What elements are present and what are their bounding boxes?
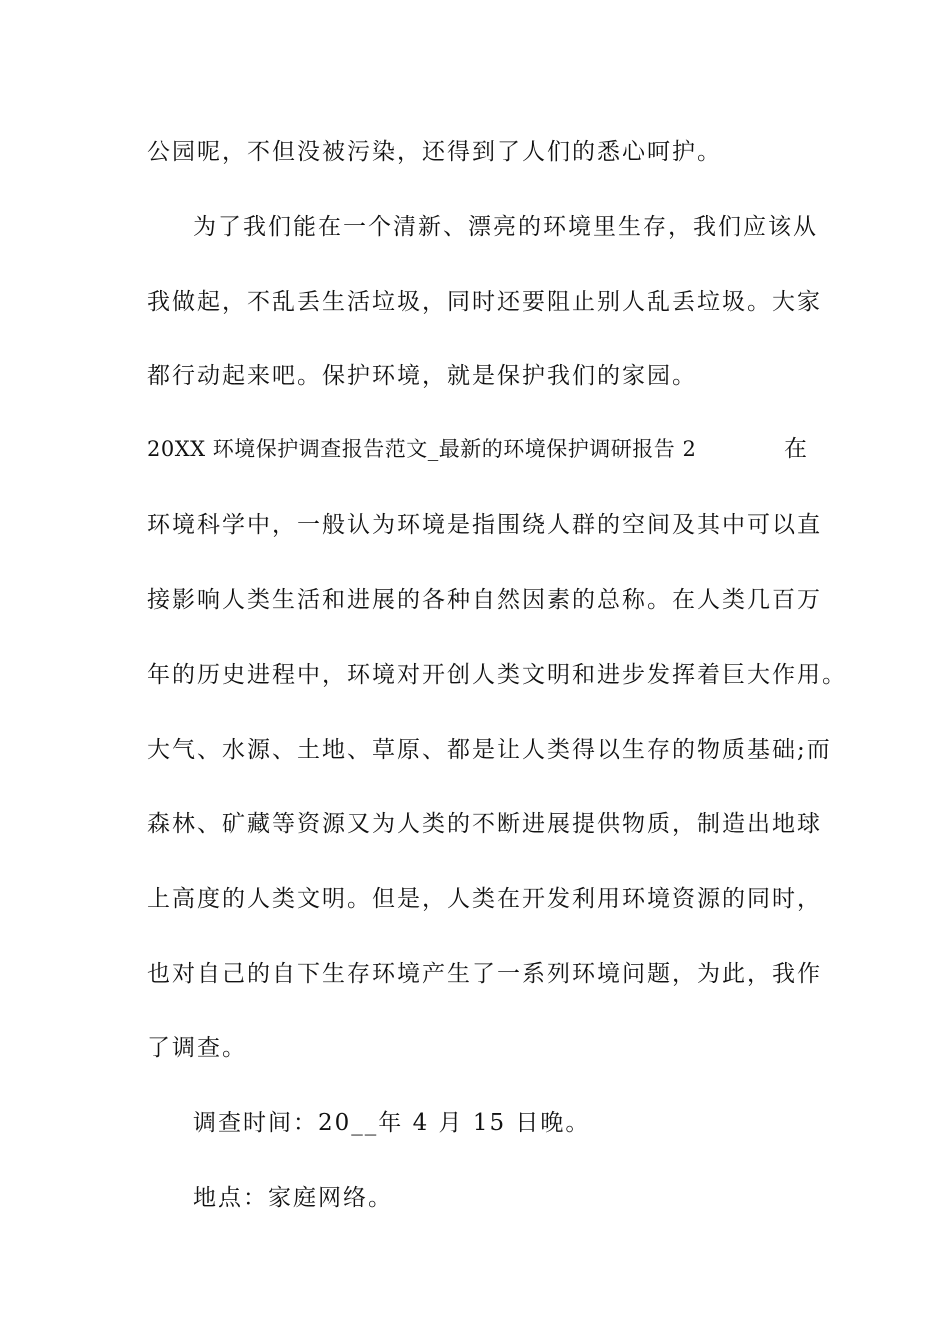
- paragraph-line: 大气、水源、土地、草原、都是让人类得以生存的物质基础;而: [147, 737, 832, 763]
- paragraph-line: 了调查。: [147, 1035, 247, 1061]
- paragraph-line: 年的历史进程中，环境对开创人类文明和进步发挥着巨大作用。: [147, 662, 847, 688]
- paragraph-line: 上高度的人类文明。但是，人类在开发利用环境资源的同时，: [147, 886, 822, 912]
- paragraph-line: 森林、矿藏等资源又为人类的不断进展提供物质，制造出地球: [147, 811, 822, 837]
- paragraph-line: 接影响人类生活和进展的各种自然因素的总称。在人类几百万: [147, 587, 822, 613]
- survey-location: 地点：家庭网络。: [193, 1185, 393, 1211]
- paragraph-line: 也对自己的自下生存环境产生了一系列环境问题，为此，我作: [147, 961, 822, 987]
- heading-title: 20XX 环境保护调查报告范文_最新的环境保护调研报告 2: [147, 437, 697, 461]
- paragraph-line: 为了我们能在一个清新、漂亮的环境里生存，我们应该从: [193, 214, 818, 240]
- paragraph-line: 我做起，不乱丢生活垃圾，同时还要阻止别人乱丢垃圾。大家: [147, 289, 822, 315]
- paragraph-line: 公园呢，不但没被污染，还得到了人们的悉心呵护。: [147, 139, 722, 165]
- paragraph-line: 环境科学中，一般认为环境是指围绕人群的空间及其中可以直: [147, 512, 822, 538]
- survey-time: 调查时间：20__年 4 月 15 日晚。: [193, 1110, 591, 1136]
- heading-tail-text: 在: [784, 436, 807, 462]
- paragraph-line: 都行动起来吧。保护环境，就是保护我们的家园。: [147, 363, 697, 389]
- section-heading: [147, 434, 807, 466]
